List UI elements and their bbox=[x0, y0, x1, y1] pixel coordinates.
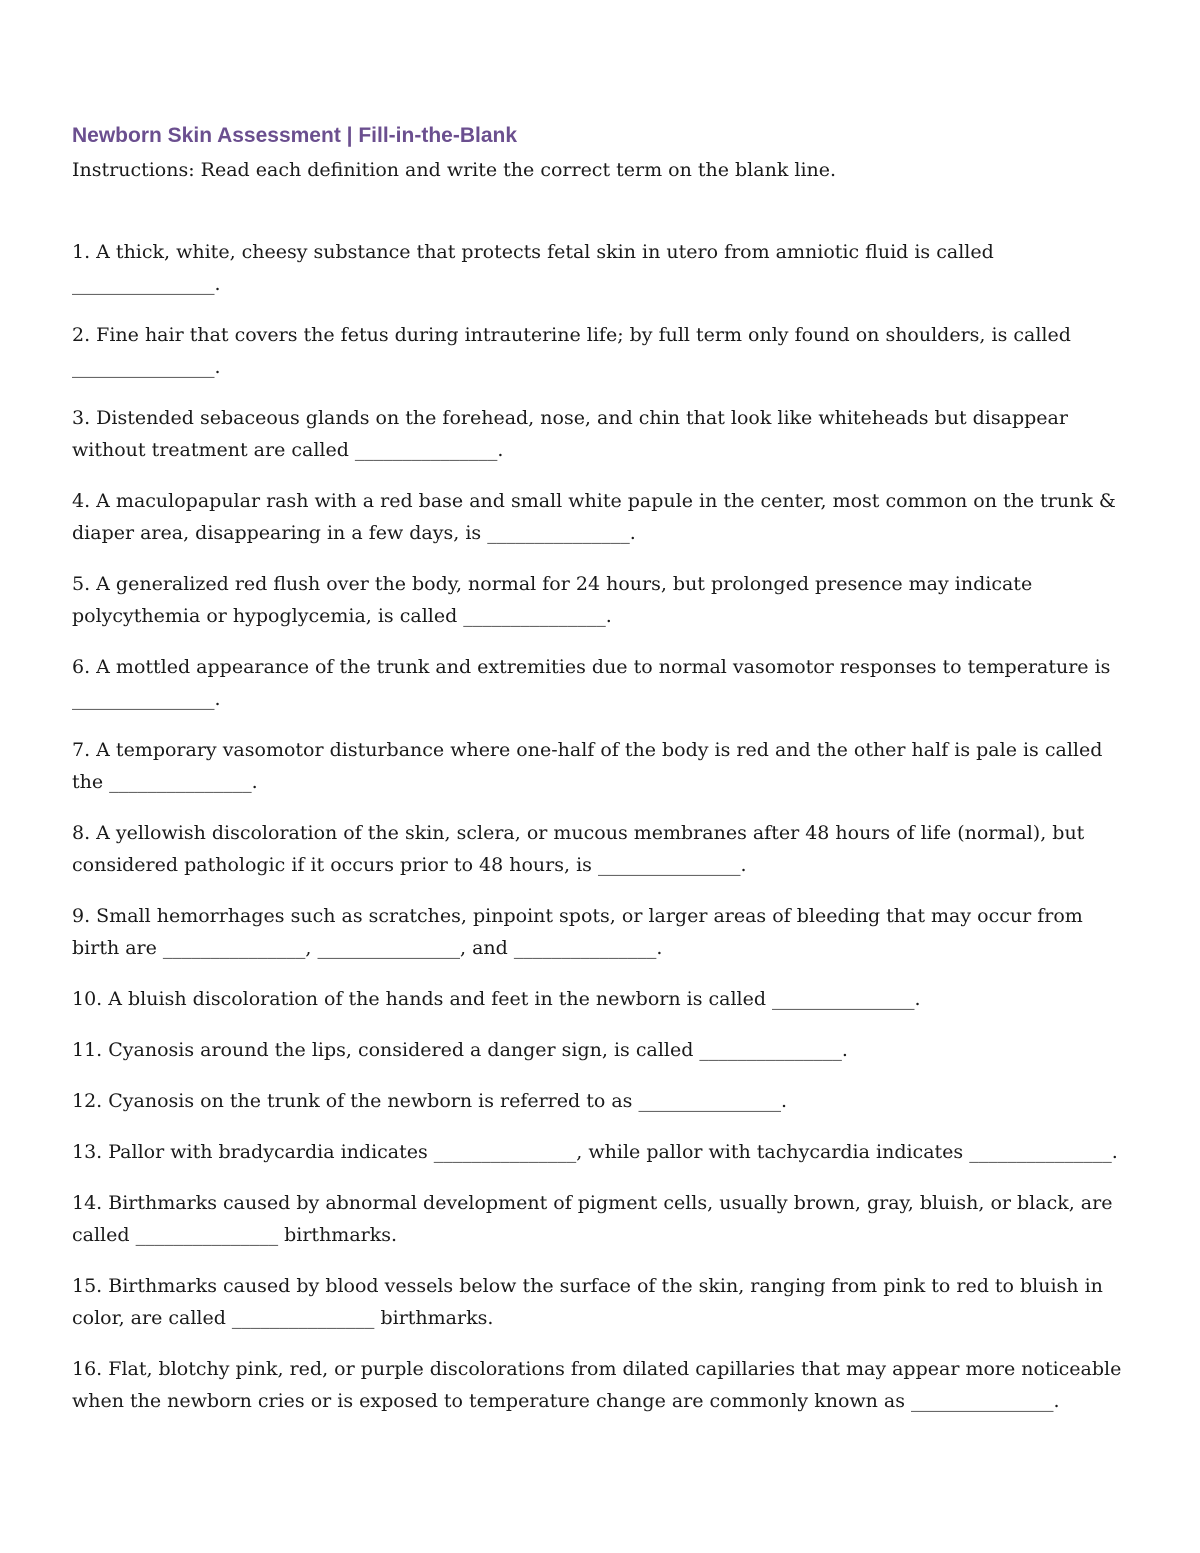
page-title: Newborn Skin Assessment | Fill-in-the-Blank bbox=[72, 124, 518, 147]
question-15: 15. Birthmarks caused by blood vessels below the surface of the skin, ranging from pink to red to bluish in color, are called _______________ birthmarks. bbox=[72, 1275, 1103, 1329]
question-14: 14. Birthmarks caused by abnormal development of pigment cells, usually brown, gray, bluish, or black, are called _______________ birthmarks. bbox=[72, 1192, 1113, 1246]
question-3: 3. Distended sebaceous glands on the forehead, nose, and chin that look like whiteheads but disappear without treatment are called _______________. bbox=[72, 407, 1068, 461]
question-5: 5. A generalized red flush over the body, normal for 24 hours, but prolonged presence may indicate polycythemia or hypoglycemia, is called _______________. bbox=[72, 573, 1033, 627]
question-6: 6. A mottled appearance of the trunk and extremities due to normal vasomotor responses to temperature is _______________. bbox=[72, 656, 1111, 710]
question-16: 16. Flat, blotchy pink, red, or purple discolorations from dilated capillaries that may appear more noticeable when the newborn cries or is exposed to temperature change are commonly known as _______________. bbox=[72, 1358, 1122, 1412]
question-10: 10. A bluish discoloration of the hands and feet in the newborn is called _______________. bbox=[72, 988, 921, 1010]
question-9: 9. Small hemorrhages such as scratches, pinpoint spots, or larger areas of bleeding that may occur from birth are _______________, _______________, and _______________. bbox=[72, 905, 1083, 959]
question-12: 12. Cyanosis on the trunk of the newborn is referred to as _______________. bbox=[72, 1090, 787, 1112]
instructions: Instructions: Read each definition and write the correct term on the blank line. bbox=[72, 159, 837, 181]
question-13: 13. Pallor with bradycardia indicates _______________, while pallor with tachycardia indicates _______________. bbox=[72, 1141, 1118, 1163]
question-4: 4. A maculopapular rash with a red base and small white papule in the center, most common on the trunk & diaper area, disappearing in a few days, is _______________. bbox=[72, 490, 1116, 544]
question-8: 8. A yellowish discoloration of the skin, sclera, or mucous membranes after 48 hours of life (normal), but considered pathologic if it occurs prior to 48 hours, is _______________. bbox=[72, 822, 1085, 876]
worksheet bbox=[72, 118, 1134, 1417]
question-7: 7. A temporary vasomotor disturbance where one-half of the body is red and the other half is pale is called the _______________. bbox=[72, 739, 1103, 793]
question-2: 2. Fine hair that covers the fetus during intrauterine life; by full term only found on shoulders, is called _______________. bbox=[72, 324, 1071, 378]
question-11: 11. Cyanosis around the lips, considered a danger sign, is called _______________. bbox=[72, 1039, 848, 1061]
question-1: 1. A thick, white, cheesy substance that protects fetal skin in utero from amniotic fluid is called _______________. bbox=[72, 241, 994, 295]
